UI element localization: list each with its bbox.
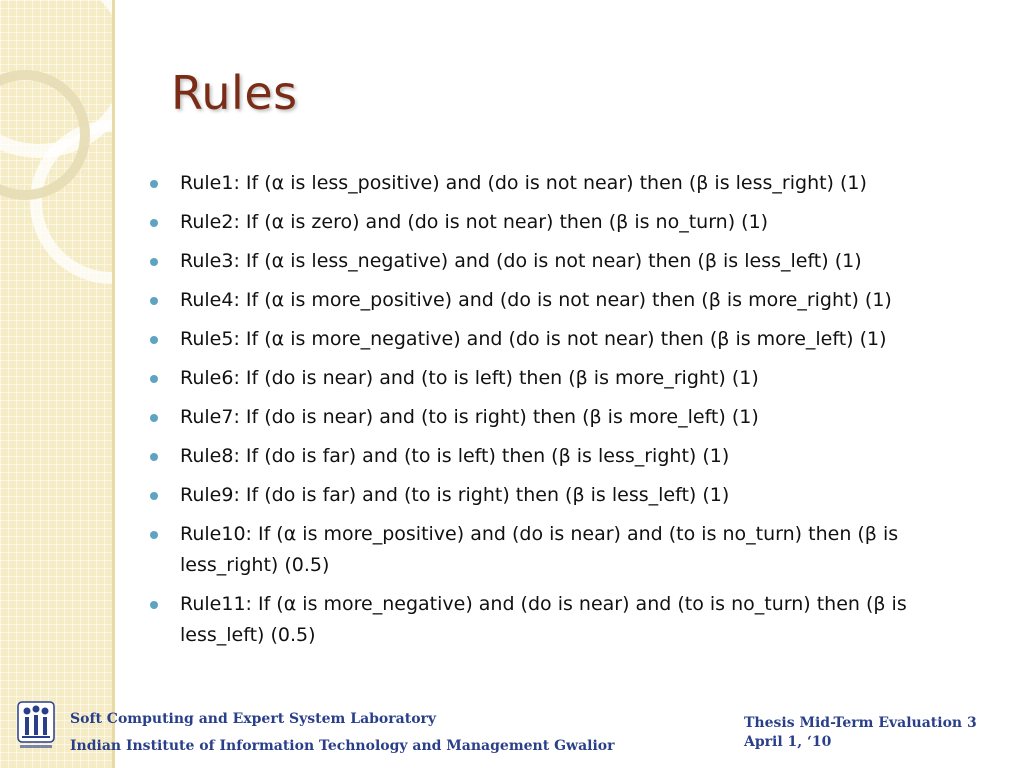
rules-list [150,168,990,659]
footer-date: April 1, ‘10 [744,734,832,750]
rule-text: Rule10: If (α is more_positive) and (do is near) and (to is no_turn) then (β is less_right) (0.5) [180,523,899,576]
rule-text: Rule9: If (do is far) and (to is right) then (β is less_left) (1) [180,484,730,506]
bullet-icon [150,219,158,227]
footer-lab: Soft Computing and Expert System Laboratory [70,711,437,727]
rule-text: Rule5: If (α is more_negative) and (do is not near) then (β is more_left) (1) [180,328,887,350]
decorative-side-band [0,0,112,768]
rule-item [150,519,990,581]
rule-text: Rule1: If (α is less_positive) and (do is not near) then (β is less_right) (1) [180,172,867,194]
rule-item [150,168,990,199]
rule-item [150,363,990,394]
rule-item [150,207,990,238]
iiitm-logo-icon [16,700,56,752]
bullet-icon [150,453,158,461]
footer-left [70,706,615,760]
rule-text: Rule3: If (α is less_negative) and (do is not near) then (β is less_left) (1) [180,250,862,272]
rule-text: Rule11: If (α is more_negative) and (do is near) and (to is no_turn) then (β is less_left) (0.5) [180,593,907,646]
bullet-icon [150,601,158,609]
bullet-icon [150,492,158,500]
slide-title: Rules [171,66,298,120]
footer-institute: Indian Institute of Information Technology and Management Gwalior [70,738,615,754]
rule-text: Rule2: If (α is zero) and (do is not near) then (β is no_turn) (1) [180,211,769,233]
rule-item [150,324,990,355]
rule-item [150,285,990,316]
bullet-icon [150,375,158,383]
bullet-icon [150,180,158,188]
rule-text: Rule7: If (do is near) and (to is right) then (β is more_left) (1) [180,406,759,428]
rule-item [150,246,990,277]
bullet-icon [150,531,158,539]
rule-item [150,402,990,433]
footer-event-page: Thesis Mid-Term Evaluation 3 [744,715,977,731]
rule-item [150,441,990,472]
bullet-icon [150,414,158,422]
bullet-icon [150,336,158,344]
rule-text: Rule4: If (α is more_positive) and (do is not near) then (β is more_right) (1) [180,289,892,311]
rule-item [150,589,990,651]
footer-right [744,714,977,752]
rule-item [150,480,990,511]
bullet-icon [150,258,158,266]
rule-text: Rule6: If (do is near) and (to is left) then (β is more_right) (1) [180,367,759,389]
rule-text: Rule8: If (do is far) and (to is left) then (β is less_right) (1) [180,445,730,467]
bullet-icon [150,297,158,305]
band-divider [112,0,115,768]
